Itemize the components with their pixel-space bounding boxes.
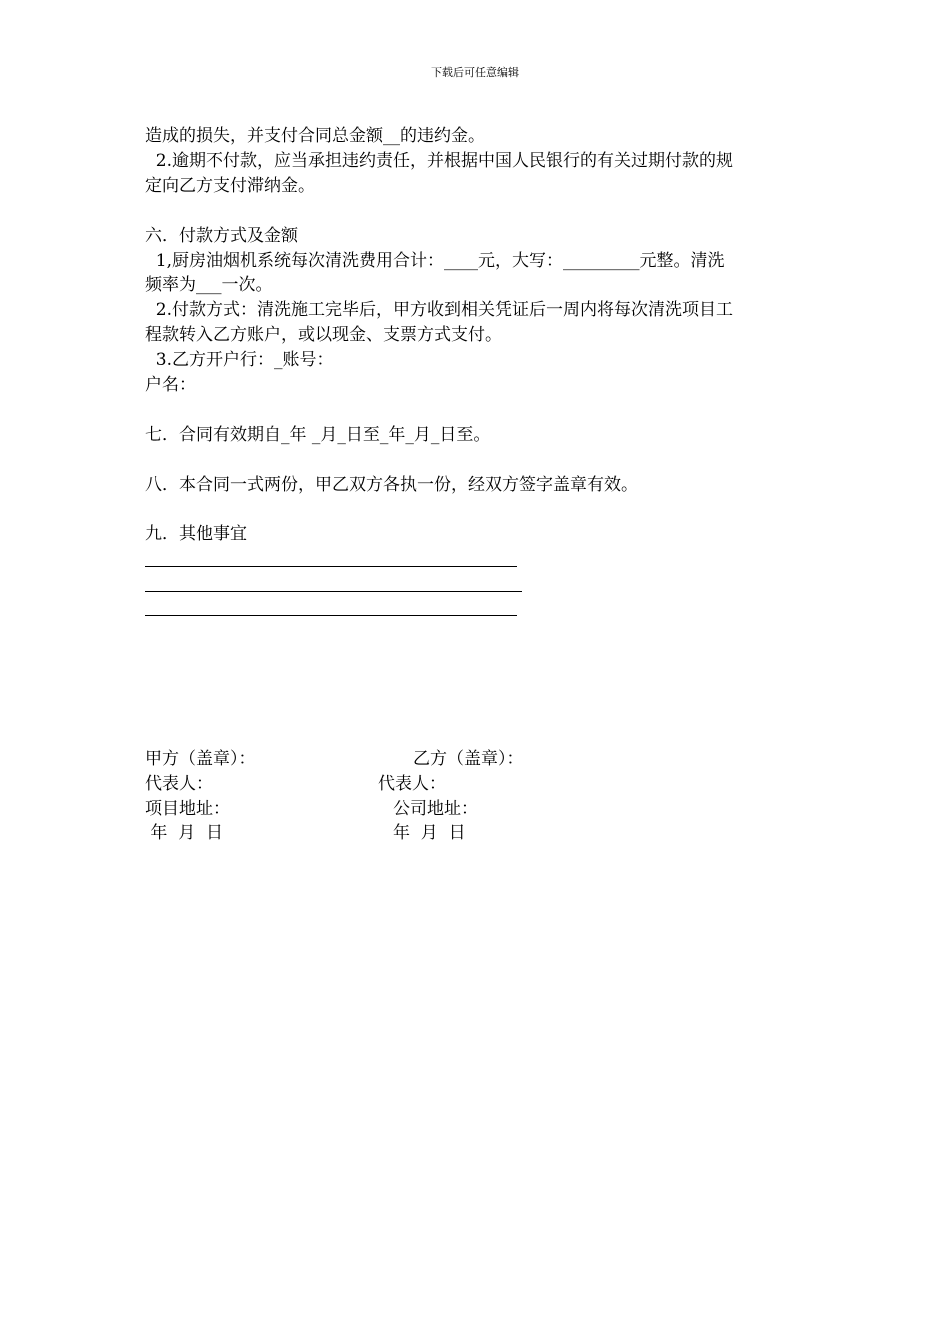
blank-line-1 <box>145 566 517 567</box>
section-5-continuation: 造成的损失，并支付合同总金额__的违约金。 <box>145 126 485 146</box>
party-a-date: 年 月 日 <box>145 823 224 843</box>
section-5-item-2-line-1: 2.逾期不付款，应当承担违约责任，并根据中国人民银行的有关过期付款的规 <box>145 151 734 171</box>
section-9-title: 九．其他事宜 <box>145 524 247 544</box>
section-8: 八．本合同一式两份，甲乙双方各执一份，经双方签字盖章有效。 <box>145 475 638 495</box>
section-6-item-1-line-1: 1,厨房油烟机系统每次清洗费用合计：____元，大写：_________元整。清洗 <box>145 251 725 271</box>
blank-line-3 <box>145 615 517 616</box>
party-b-seal: 乙方（盖章）： <box>413 749 524 769</box>
page-header: 下载后可任意编辑 <box>431 66 519 79</box>
section-6-item-1-line-2: 频率为___一次。 <box>145 275 273 295</box>
section-6-item-3: 3.乙方开户行：_账号： <box>145 350 334 370</box>
section-6-item-4: 户名： <box>145 375 196 395</box>
section-6-title: 六．付款方式及金额 <box>145 226 298 246</box>
section-6-item-2-line-2: 程款转入乙方账户，或以现金、支票方式支付。 <box>145 325 502 345</box>
section-5-item-2-line-2: 定向乙方支付滞纳金。 <box>145 176 315 196</box>
party-b-address: 公司地址： <box>393 799 478 819</box>
party-b-representative: 代表人： <box>378 774 446 794</box>
section-6-item-2-line-1: 2.付款方式：清洗施工完毕后，甲方收到相关凭证后一周内将每次清洗项目工 <box>145 300 734 320</box>
section-7: 七．合同有效期自_年 _月_日至_年_月_日至。 <box>145 425 491 445</box>
party-a-address: 项目地址： <box>145 799 230 819</box>
blank-line-2 <box>145 591 522 592</box>
party-a-seal: 甲方（盖章）： <box>145 749 256 769</box>
party-b-date: 年 月 日 <box>393 823 466 843</box>
party-a-representative: 代表人： <box>145 774 213 794</box>
